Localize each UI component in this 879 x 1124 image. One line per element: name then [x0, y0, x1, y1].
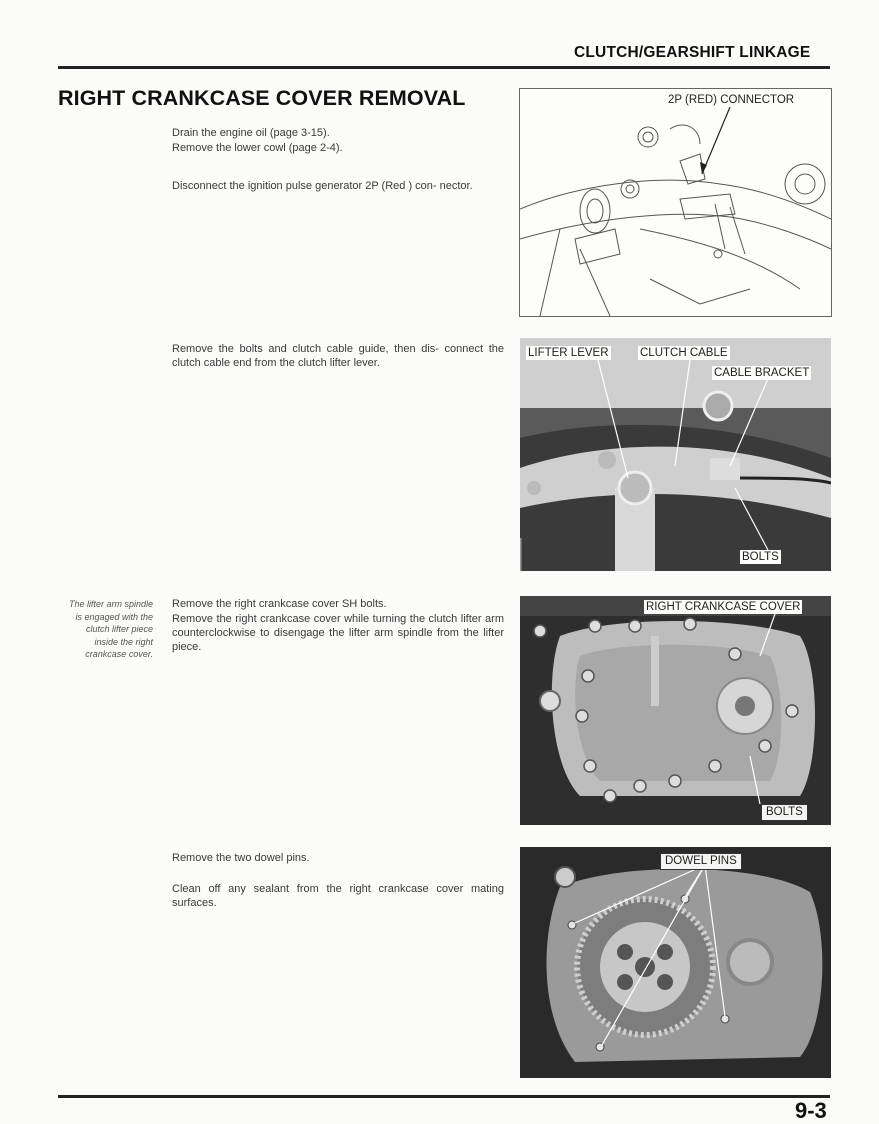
figure-crankcase-cover-photo [520, 596, 831, 825]
page-number: 9-3 [795, 1098, 827, 1123]
dowel-pins-photo [520, 847, 831, 1078]
figure-dowel-pins-photo [520, 847, 831, 1078]
callout-bolts-fig2: BOLTS [742, 551, 779, 563]
callout-clutch-cable: CLUTCH CABLE [640, 347, 728, 359]
step-remove-cable: Remove the bolts and clutch cable guide, then dis- connect the clutch cable end from the clutch lifter lever. [172, 343, 504, 369]
callout-lifter-lever: LIFTER LEVER [528, 347, 609, 359]
step-remove-cover: Remove the right crankcase cover while turning the clutch lifter arm counterclockwise to disengage the lifter arm spindle from the lifter piece. [172, 613, 504, 653]
step-remove-bolts: Remove the right crankcase cover SH bolts. [172, 598, 387, 610]
crankcase-cover-photo [520, 596, 831, 825]
callout-right-crankcase-cover: RIGHT CRANKCASE COVER [646, 601, 801, 613]
footer-rule [58, 1095, 830, 1098]
page-title: RIGHT CRANKCASE COVER REMOVAL [58, 86, 466, 110]
callout-cable-bracket: CABLE BRACKET [714, 367, 810, 379]
callout-dowel-pins: DOWEL PINS [660, 853, 742, 870]
side-note: The lifter arm spindle is engaged with the clutch lifter piece inside the right crankcase cover. [68, 599, 153, 659]
callout-2p-connector: 2P (RED) CONNECTOR [668, 94, 795, 106]
connector-line-drawing [520, 89, 831, 316]
callout-bolts-fig3: BOLTS [761, 804, 808, 821]
header-rule [58, 66, 830, 69]
figure-connector-drawing [519, 88, 832, 317]
step-remove-dowel-pins: Remove the two dowel pins. [172, 852, 310, 864]
step-clean-sealant: Clean off any sealant from the right crankcase cover mating surfaces. [172, 883, 504, 909]
step-disconnect-connector: Disconnect the ignition pulse generator 2P (Red ) con- nector. [172, 180, 473, 192]
step-drain-oil: Drain the engine oil (page 3-15). [172, 127, 330, 139]
section-header: CLUTCH/GEARSHIFT LINKAGE [574, 44, 811, 61]
step-remove-cowl: Remove the lower cowl (page 2-4). [172, 142, 343, 154]
figure-lifter-lever-photo [520, 338, 831, 571]
